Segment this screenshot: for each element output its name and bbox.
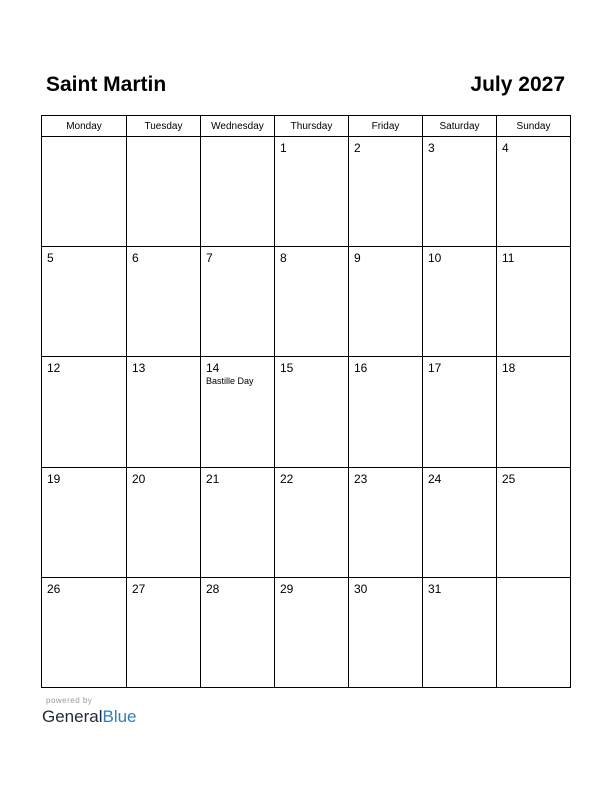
day-number: 7: [206, 251, 213, 266]
day-number: 6: [132, 251, 139, 266]
day-cell: [349, 247, 423, 357]
calendar-grid: [41, 115, 571, 688]
week-row-3: [42, 357, 571, 467]
weekday-header-friday: Friday: [349, 116, 423, 137]
holiday-label: Bastille Day: [206, 376, 254, 387]
day-cell: [497, 137, 571, 247]
day-number: 30: [354, 581, 368, 596]
month-year-title: July 2027: [470, 73, 565, 96]
day-cell: [42, 137, 127, 247]
day-number: 15: [280, 361, 294, 376]
day-cell: [127, 357, 201, 467]
weekday-header-thursday: Thursday: [275, 116, 349, 137]
day-number: 18: [502, 361, 516, 376]
day-cell: [497, 577, 571, 687]
day-cell: [201, 137, 275, 247]
day-number: 2: [354, 141, 361, 155]
day-cell: [201, 467, 275, 577]
day-cell: [497, 357, 571, 467]
week-row-1: [42, 137, 571, 247]
generalblue-logo[interactable]: [42, 707, 137, 727]
day-number: 21: [206, 471, 220, 486]
day-number: 19: [47, 471, 61, 486]
day-cell: [42, 467, 127, 577]
day-number: 1: [280, 141, 287, 155]
day-cell: [349, 357, 423, 467]
day-cell: [423, 357, 497, 467]
day-cell: [275, 137, 349, 247]
day-number: 20: [132, 471, 146, 486]
week-row-2: [42, 247, 571, 357]
day-cell: [423, 137, 497, 247]
day-number: 5: [47, 251, 54, 266]
day-number: 23: [354, 471, 368, 486]
day-number: 25: [502, 471, 516, 486]
day-cell: [127, 247, 201, 357]
weekday-header-saturday: Saturday: [423, 116, 497, 137]
day-cell: [127, 137, 201, 247]
weekday-header-sunday: Sunday: [497, 116, 571, 137]
country-title: Saint Martin: [46, 73, 167, 96]
day-cell: [201, 247, 275, 357]
week-row-5: [42, 577, 571, 687]
brand-name-blue: Blue: [102, 707, 137, 726]
weekday-header-tuesday: Tuesday: [127, 116, 201, 137]
day-number: 9: [354, 251, 361, 266]
day-number: 14: [206, 361, 220, 376]
day-cell: [349, 137, 423, 247]
day-cell: [497, 247, 571, 357]
day-number: 26: [47, 581, 61, 596]
day-number: 17: [428, 361, 442, 376]
day-cell: [42, 577, 127, 687]
day-cell: [275, 247, 349, 357]
day-number: 22: [280, 471, 294, 486]
day-cell: [201, 357, 275, 467]
day-cell: [275, 357, 349, 467]
day-cell: [127, 467, 201, 577]
brand-name-general: General: [42, 707, 103, 726]
day-cell: [423, 577, 497, 687]
weekday-header-monday: Monday: [42, 116, 127, 137]
day-cell: [275, 467, 349, 577]
week-row-4: [42, 467, 571, 577]
weekday-header-wednesday: Wednesday: [201, 116, 275, 137]
day-number: 13: [132, 361, 146, 376]
day-cell: [42, 357, 127, 467]
day-cell: [201, 577, 275, 687]
day-number: 31: [428, 581, 442, 596]
powered-by-text: powered by: [46, 696, 93, 705]
day-number: 24: [428, 471, 442, 486]
day-cell: [275, 577, 349, 687]
day-number: 28: [206, 581, 220, 596]
day-number: 3: [428, 141, 435, 155]
day-cell: [42, 247, 127, 357]
footer-branding: [42, 696, 137, 727]
day-cell: [349, 467, 423, 577]
day-number: 4: [502, 141, 509, 155]
day-cell: [423, 247, 497, 357]
day-cell: [497, 467, 571, 577]
day-number: 29: [280, 581, 294, 596]
day-number: 8: [280, 251, 287, 266]
day-number: 16: [354, 361, 368, 376]
day-number: 12: [47, 361, 61, 376]
day-cell: [423, 467, 497, 577]
day-cell: [349, 577, 423, 687]
weekday-header-row: [42, 116, 571, 137]
day-number: 10: [428, 251, 442, 266]
day-number: 27: [132, 581, 146, 596]
day-cell: [127, 577, 201, 687]
day-number: 11: [502, 251, 515, 266]
